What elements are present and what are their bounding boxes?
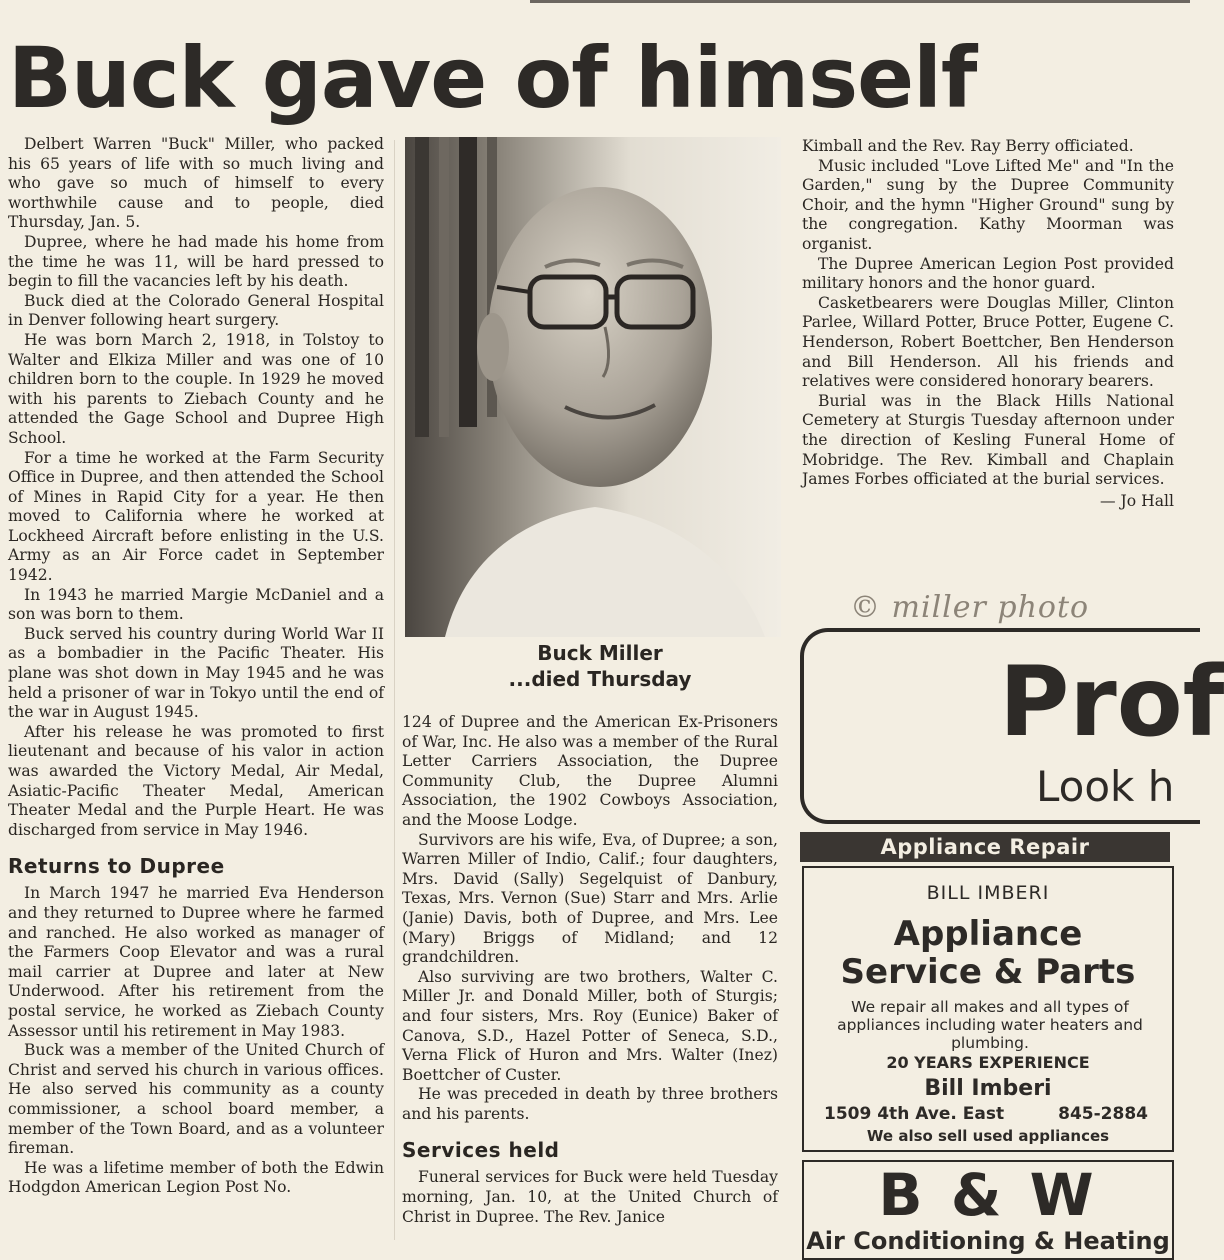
ad-tagline: We also sell used appliances (866, 1127, 1110, 1145)
photo-caption (470, 640, 730, 692)
copyright-watermark: © miller photo (850, 590, 1090, 625)
bw-ad (802, 1160, 1174, 1260)
paragraph: 124 of Dupree and the American Ex-Prisoners of War, Inc. He also was a member of the Rural Letter Carriers Association, the Dupree Community Club, the Dupree Alumni Association, the 1902 Cowboys Association, and the Moose Lodge. (402, 713, 778, 829)
top-rule (530, 0, 1190, 3)
paragraph: Casketbearers were Douglas Miller, Clinton Parlee, Willard Potter, Bruce Potter, Eugene C. Henderson, Robert Boettcher, Ben Henderson and Bill Henderson. All his friends and relatives were considered honorary bearers. (802, 293, 1174, 391)
professional-ad (800, 628, 1224, 824)
paragraph: He was preceded in death by three brothers and his parents. (402, 1085, 778, 1123)
paragraph: Also surviving are two brothers, Walter C. Miller Jr. and Donald Miller, both of Sturgis; and four sisters, Mrs. Roy (Eunice) Baker of Canova, S.D., Hazel Potter of Seneca, S.D., Verna Flick of Huron and Mrs. Walter (Inez) Boettcher of Custer. (402, 967, 778, 1084)
paragraph: Dupree, where he had made his home from the time he was 11, will be hard pressed to begin to fill the vacancies left by his death. (8, 232, 384, 291)
appliance-ad (802, 866, 1174, 1152)
ad-phone: 845-2884 (1058, 1104, 1148, 1124)
prof-ad-heading: Prof (999, 646, 1224, 758)
bw-ad-subheading: Air Conditioning & Heating (806, 1227, 1170, 1255)
ad-title-line2: Service & Parts (840, 952, 1136, 992)
paragraph: In 1943 he married Margie McDaniel and a son was born to them. (8, 585, 384, 624)
article-column-2 (402, 713, 778, 1227)
ad-owner-top: BILL IMBERI (926, 882, 1050, 904)
paragraph: After his release he was promoted to first lieutenant and because of his valor in action was awarded the Victory Medal, Air Medal, Asiatic-Pacific Theater Medal, American Theater Medal and the Purple Heart. He was discharged from service in May 1946. (8, 722, 384, 839)
paragraph: The Dupree American Legion Post provided military honors and the honor guard. (802, 254, 1174, 293)
paragraph: Survivors are his wife, Eva, of Dupree; a son, Warren Miller of Indio, Calif.; four daughters, Mrs. David (Sally) Segelquist of Danbury, Texas, Mrs. Vernon (Sue) Starr and Mrs. Arlie (Janie) Davis, both of Dupree, and Mrs. Lee (Mary) Briggs of Midland; and 12 grandchildren. (402, 830, 778, 967)
paragraph: He was born March 2, 1918, in Tolstoy to Walter and Elkiza Miller and was one of 10 children born to the couple. In 1929 he moved with his parents to Ziebach County and he attended the Gage School and Dupree High School. (8, 330, 384, 447)
ad-experience: 20 YEARS EXPERIENCE (886, 1053, 1090, 1072)
paragraph: Burial was in the Black Hills National Cemetery at Sturgis Tuesday afternoon under the direction of Kesling Funeral Home of Mobridge. The Rev. Kimball and Chaplain James Forbes officiated at the burial services. (802, 391, 1174, 489)
portrait-photo (405, 137, 781, 637)
paragraph: Buck died at the Colorado General Hospital in Denver following heart surgery. (8, 291, 384, 330)
paragraph: Funeral services for Buck were held Tuesday morning, Jan. 10, at the United Church of Christ in Dupree. The Rev. Janice (402, 1168, 778, 1226)
caption-name: Buck Miller (537, 641, 663, 665)
paragraph: In March 1947 he married Eva Henderson and they returned to Dupree where he farmed and ranched. He also worked as manager of the Farmers Coop Elevator and was a rural mail carrier at Dupree and later at New Underwood. After his retirement from the postal service, he worked as Ziebach County Assessor until his retirement in May 1983. (8, 884, 384, 1040)
prof-ad-subheading: Look h (1036, 762, 1175, 811)
paragraph: For a time he worked at the Farm Security Office in Dupree, and then attended the School of Mines in Rapid City for a year. He then moved to California where he worked at Lockheed Aircraft before enlisting in the U.S. Army as an Air Force cadet in September 1942. (8, 448, 384, 585)
ad-description: We repair all makes and all types of appliances including water heaters and plumbing. (837, 998, 1143, 1052)
caption-subtitle: ...died Thursday (508, 667, 692, 691)
paragraph: Buck served his country during World War II as a bombadier in the Pacific Theater. His plane was shot down in May 1945 and he was held a prisoner of war in Tokyo until the end of the war in August 1945. (8, 624, 384, 722)
paragraph: He was a lifetime member of both the Edwin Hodgdon American Legion Post No. (8, 1158, 384, 1197)
article-column-1 (8, 135, 384, 1198)
column-divider (394, 140, 395, 1240)
paragraph: Music included "Love Lifted Me" and "In the Garden," sung by the Dupree Community Choir, and the hymn "Higher Ground" sung by the congregation. Kathy Moorman was organist. (802, 156, 1174, 253)
portrait-illustration (405, 137, 781, 637)
article-column-3 (802, 137, 1174, 511)
headline: Buck gave of himself (8, 29, 977, 127)
ad-owner-name: Bill Imberi (924, 1076, 1052, 1101)
subhead-services-held: Services held (402, 1138, 560, 1163)
bw-ad-heading: B & W (878, 1161, 1098, 1229)
byline: — Jo Hall (1099, 491, 1174, 510)
paragraph: Kimball and the Rev. Ray Berry officiated. (802, 137, 1134, 155)
subhead-returns-to-dupree: Returns to Dupree (8, 854, 225, 879)
ad-title-line1: Appliance (893, 914, 1083, 954)
ad-address: 1509 4th Ave. East (824, 1104, 1005, 1124)
appliance-repair-banner: Appliance Repair (800, 832, 1170, 862)
paragraph: Buck was a member of the United Church of Christ and served his church in various offices. He also served his community as a county commissioner, a school board member, a member of the Town Board, and as a volunteer fireman. (8, 1041, 384, 1158)
paragraph: Delbert Warren "Buck" Miller, who packed his 65 years of life with so much living and who gave so much of himself to every worthwhile cause and to people, died Thursday, Jan. 5. (8, 135, 384, 232)
